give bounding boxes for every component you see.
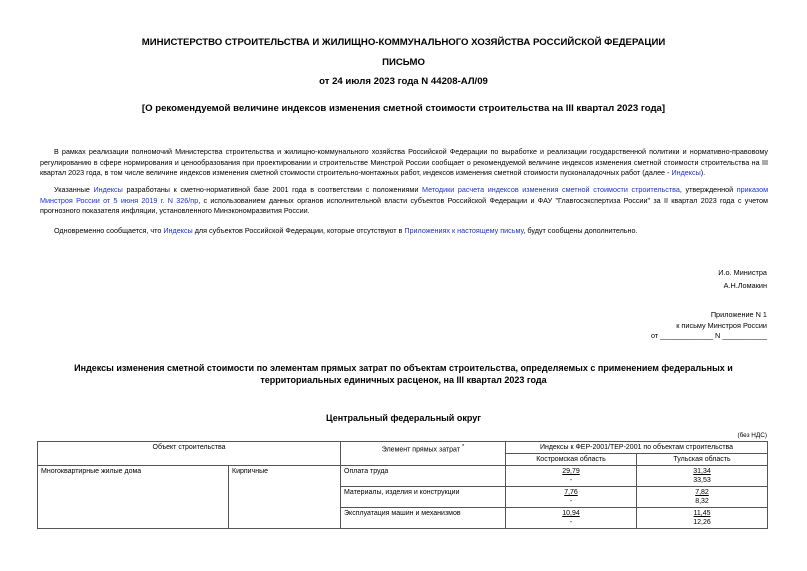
section-heading: Индексы изменения сметной стоимости по элементам прямых затрат по объектам строительства, определяемых с применением федеральных и территориальных единичных расценок, на III квартал 2023 года bbox=[74, 363, 733, 385]
ministry-title: МИНИСТЕРСТВО СТРОИТЕЛЬСТВА И ЖИЛИЩНО-КОММУНАЛЬНОГО ХОЗЯЙСТВА РОССИЙСКОЙ ФЕДЕРАЦИИ bbox=[141, 37, 666, 48]
header-region-tula: Тульская область bbox=[637, 454, 768, 466]
kostroma-value-cell bbox=[506, 466, 637, 487]
material-cell: Кирпичные bbox=[229, 466, 341, 529]
appendix-date-line bbox=[651, 331, 767, 340]
paragraph-3-text-c: , будут сообщены дополнительно. bbox=[523, 226, 638, 235]
paragraph-2-text-a: Указанные bbox=[54, 185, 90, 194]
paragraph-3-text-a: Одновременно сообщается, что bbox=[54, 226, 162, 235]
kostroma-value-cell bbox=[506, 508, 637, 529]
document-subject: [О рекомендуемой величине индексов изменения сметной стоимости строительства на III квартал 2023 года] bbox=[141, 103, 666, 114]
kostroma-value-bottom: - bbox=[569, 519, 573, 526]
appendix-blank-number: ___________ bbox=[722, 331, 767, 340]
kostroma-value-top: 10,94 bbox=[562, 510, 580, 517]
paragraph-2-text-d: , с использованием данных органов исполнительной власти субъектов Российской Федерации и ФАУ "Главгосэкспертиза России" за II квартал 2023 года с учетом прогнозного показателя инфляции, установленного Минэкономразвития России. bbox=[40, 195, 768, 216]
paragraph-3 bbox=[40, 226, 768, 237]
paragraph-2-text-b: разработаны к сметно-нормативной базе 2001 года в соответствии с положениями bbox=[126, 185, 419, 194]
appendix-title: Приложение N 1 bbox=[710, 310, 767, 319]
tula-value-bottom: 12,26 bbox=[693, 519, 711, 526]
appendices-link[interactable]: Приложениях к настоящему письму bbox=[404, 226, 524, 235]
kostroma-value-top: 29,79 bbox=[562, 468, 580, 475]
header-indices: Индексы к ФЕР-2001/ТЕР-2001 по объектам строительства bbox=[506, 442, 768, 454]
element-cell: Эксплуатация машин и механизмов bbox=[341, 508, 506, 529]
appendix-from: от bbox=[650, 331, 659, 340]
tula-value-top: 31,34 bbox=[693, 468, 711, 475]
indexes-link-2[interactable]: Индексы bbox=[93, 185, 123, 194]
element-cell: Оплата труда bbox=[341, 466, 506, 487]
table-header-row bbox=[38, 442, 768, 454]
signature-role: И.о. Министра bbox=[718, 268, 767, 277]
vat-note: (без НДС) bbox=[737, 432, 767, 439]
indexes-link-3[interactable]: Индексы bbox=[163, 226, 193, 235]
methodology-link[interactable]: Методики расчета индексов изменения сметной стоимости строительства bbox=[422, 185, 680, 194]
appendix-to-letter: к письму Минстроя России bbox=[676, 321, 767, 330]
document-type: ПИСЬМО bbox=[382, 57, 425, 68]
kostroma-value-bottom: - bbox=[569, 477, 573, 484]
header-object: Объект строительства bbox=[38, 442, 341, 466]
tula-value-bottom: 8,32 bbox=[695, 498, 709, 505]
header-element bbox=[341, 442, 506, 466]
document-date: от 24 июля 2023 года N 44208-АЛ/09 bbox=[319, 76, 488, 87]
appendix-blank-date: _____________ bbox=[660, 331, 714, 340]
tula-value-top: 11,45 bbox=[693, 510, 711, 517]
tula-value-cell bbox=[637, 508, 768, 529]
paragraph-1 bbox=[40, 147, 768, 179]
header-element-label: Элемент прямых затрат bbox=[381, 446, 460, 454]
indexes-link-1[interactable]: Индексы bbox=[671, 168, 701, 178]
header-region-kostroma: Костромская область bbox=[506, 454, 637, 466]
signature-name: А.Н.Ломакин bbox=[723, 281, 767, 290]
indices-table bbox=[37, 441, 768, 529]
paragraph-1-text: В рамках реализации полномочий Министерства строительства и жилищно-коммунального хозяйства Российской Федерации по выработке и реализации государственной политики и нормативно-правовому регулированию в сфере нормирования и ценообразования при проектировании и строительстве Минстрой России сообщает о рекомендуемой величине индексов изменения сметной стоимости строительства на III квартал 2023 года, в том числе величине индексов изменения сметной стоимости строительно-монтажных работ, индексов изменения сметной стоимости пусконаладочных работ (далее - bbox=[40, 147, 768, 178]
kostroma-value-bottom: - bbox=[569, 498, 573, 505]
paragraph-2-text-c: , утвержденной bbox=[679, 185, 734, 194]
paragraph-2 bbox=[40, 185, 768, 217]
kostroma-value-cell bbox=[506, 487, 637, 508]
paragraph-3-text-b: для субъектов Российской Федерации, которые отсутствуют в bbox=[194, 226, 403, 235]
appendix-n: N bbox=[715, 331, 721, 340]
element-cell: Материалы, изделия и конструкции bbox=[341, 487, 506, 508]
header-element-footnote: * bbox=[461, 444, 465, 450]
tula-value-bottom: 33,53 bbox=[693, 477, 711, 484]
tula-value-cell bbox=[637, 487, 768, 508]
paragraph-1-end: ). bbox=[700, 168, 706, 178]
district-heading: Центральный федеральный округ bbox=[326, 413, 481, 423]
tula-value-top: 7,82 bbox=[695, 489, 709, 496]
tula-value-cell bbox=[637, 466, 768, 487]
order-link[interactable]: приказом Минстроя России от 5 июня 2019 г. N 326/пр bbox=[40, 185, 769, 205]
table-row bbox=[38, 466, 768, 487]
kostroma-value-top: 7,76 bbox=[564, 489, 578, 496]
object-cell: Многоквартирные жилые дома bbox=[38, 466, 229, 529]
